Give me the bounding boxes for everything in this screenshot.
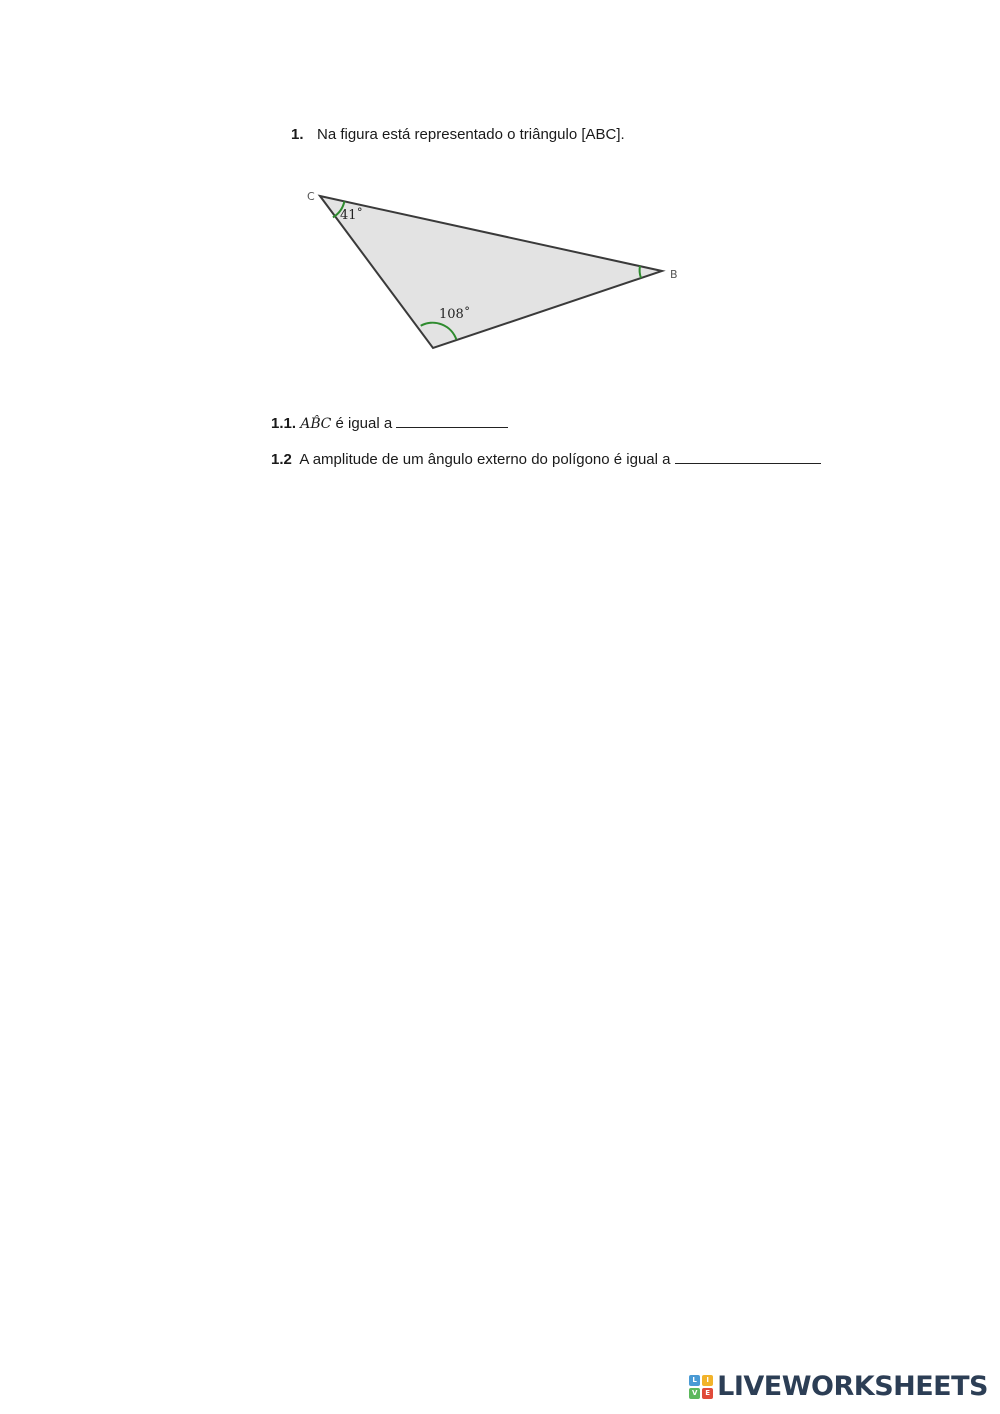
subquestion-text: A amplitude de um ângulo externo do polígono é igual a <box>299 451 675 468</box>
triangle-abc <box>320 196 662 348</box>
vertex-label-b: B <box>670 268 678 281</box>
subquestion-text: é igual a <box>331 415 397 432</box>
logo-letter: E <box>702 1388 713 1399</box>
subquestion-1-1 <box>271 413 508 432</box>
vertex-label-c: C <box>307 190 315 203</box>
logo-letter: V <box>689 1388 700 1399</box>
triangle-figure <box>300 180 700 375</box>
logo-letter: L <box>689 1375 700 1386</box>
logo-letter: I <box>702 1375 713 1386</box>
subquestion-1-2 <box>271 449 821 468</box>
question-title <box>291 126 625 143</box>
triangle-svg <box>300 180 700 370</box>
angle-expression: AB̂C <box>300 416 332 432</box>
angle-label-c: 41˚ <box>340 208 364 223</box>
question-text: Na figura está representado o triângulo [ABC]. <box>317 126 625 143</box>
answer-blank-1-1[interactable] <box>396 413 508 428</box>
answer-blank-1-2[interactable] <box>675 449 821 464</box>
subquestion-number: 1.2 <box>271 451 292 468</box>
question-number: 1. <box>291 126 304 143</box>
angle-label-a: 108˚ <box>439 307 471 322</box>
subquestion-number: 1.1. <box>271 415 297 432</box>
liveworksheets-logo-icon <box>689 1375 713 1399</box>
brand-name: LIVEWORKSHEETS <box>717 1371 988 1402</box>
liveworksheets-brand <box>689 1371 988 1402</box>
